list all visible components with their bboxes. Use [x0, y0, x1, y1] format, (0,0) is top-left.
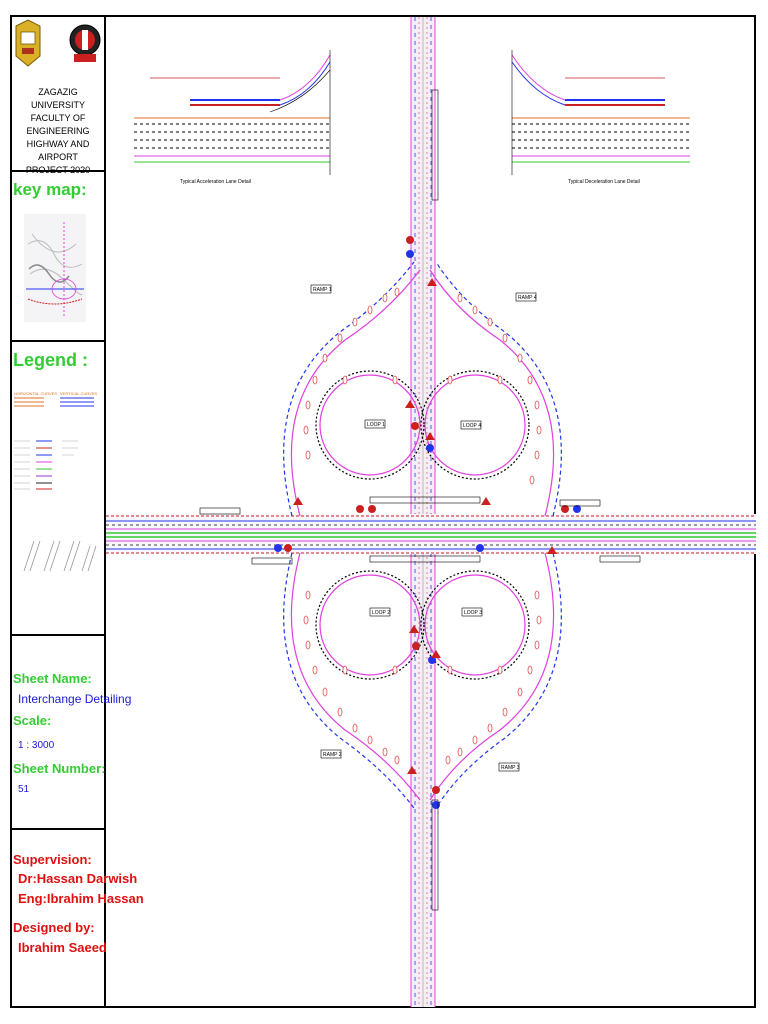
- loop-1-label: LOOP 1: [367, 422, 385, 428]
- designed-by-label: Designed by:: [13, 920, 95, 935]
- scale-label: Scale:: [13, 713, 52, 728]
- key-map-title: key map:: [13, 180, 87, 199]
- loop-2-label: LOOP 2: [372, 610, 390, 616]
- deceleration-caption: Typical Deceleration Lane Detail: [568, 179, 640, 185]
- sheet-number-value: 51: [18, 784, 30, 795]
- sheet-number-label: Sheet Number:: [13, 761, 106, 776]
- sheet-name-label: Sheet Name:: [13, 671, 92, 686]
- legend-horizontal-curves: HORIZONTAL CURVES: [14, 391, 58, 396]
- acceleration-caption: Typical Acceleration Lane Detail: [180, 179, 251, 185]
- ramp-3-label: RAMP 3: [501, 765, 520, 771]
- loop-4-label: LOOP 4: [463, 423, 481, 429]
- acceleration-lane-detail: [134, 50, 330, 175]
- horizontal-highway: [106, 514, 756, 554]
- vertical-highway: [411, 17, 435, 1007]
- scale-value: 1 : 3000: [18, 740, 55, 751]
- ramp-1-label: RAMP 1: [313, 287, 332, 293]
- supervisor-1: Dr:Hassan Darwish: [18, 871, 138, 886]
- supervision-label: Supervision:: [13, 852, 92, 867]
- sheet-name-value: Interchange Detailing: [18, 692, 132, 706]
- ramp-4-label: RAMP 4: [518, 295, 537, 301]
- deceleration-lane-detail: [512, 50, 690, 175]
- legend-vertical-curves: VERTICAL CURVES: [60, 391, 98, 396]
- ramp-2-label: RAMP 2: [323, 752, 342, 758]
- supervisor-2: Eng:Ibrahim Hassan: [18, 891, 144, 906]
- legend-title: Legend :: [13, 350, 88, 370]
- university-title-block: ZAGAZIG UNIVERSITY FACULTY OF ENGINEERING HIGHWAY AND AIRPORT PROJECT 2020: [25, 87, 91, 175]
- loop-3-label: LOOP 3: [464, 610, 482, 616]
- designer-name: Ibrahim Saeed: [18, 940, 107, 955]
